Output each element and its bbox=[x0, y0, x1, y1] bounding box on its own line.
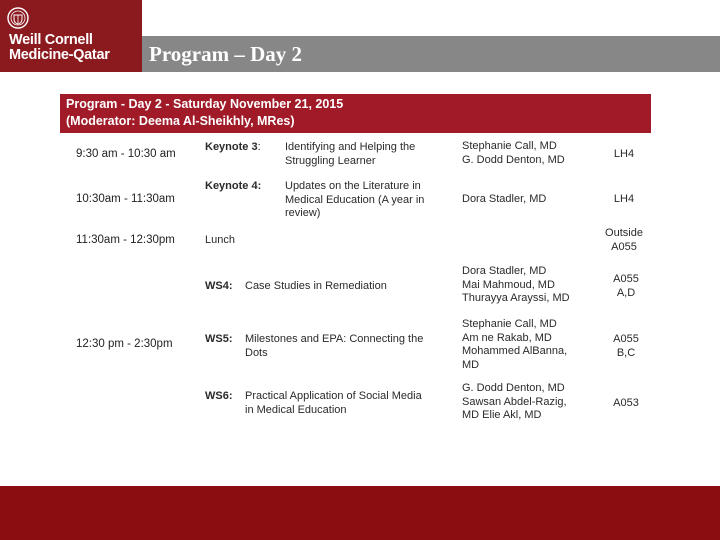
speakers-cell bbox=[462, 382, 602, 423]
session-tag bbox=[205, 180, 261, 194]
time-cell: 11:30am - 12:30pm bbox=[76, 234, 175, 246]
session-title bbox=[285, 180, 455, 221]
speaker: G. Dodd Denton, MD bbox=[462, 382, 565, 394]
session-tag-label: WS5: bbox=[205, 333, 233, 345]
session-tag-label: Keynote 3 bbox=[205, 141, 258, 153]
title-line: Medical Education (A year in bbox=[285, 193, 425, 206]
room-line: Outside bbox=[605, 227, 643, 239]
speaker: MD bbox=[462, 358, 480, 371]
room-line: A055 bbox=[613, 273, 639, 285]
title-line: Practical Application of Social Media bbox=[245, 390, 422, 402]
session-tag bbox=[205, 333, 233, 347]
time-cell: 10:30am - 11:30am bbox=[76, 193, 175, 205]
speakers-cell bbox=[462, 193, 602, 207]
title-line: Dots bbox=[245, 346, 268, 359]
speaker: Stephanie Call, MD bbox=[462, 140, 557, 152]
session-title bbox=[245, 280, 455, 294]
session-tag-label: WS4: bbox=[205, 280, 233, 292]
session-tag bbox=[205, 141, 261, 155]
room-line: A055 bbox=[613, 333, 639, 345]
room-cell bbox=[594, 227, 654, 254]
session-title bbox=[285, 141, 455, 168]
speaker: Am ne Rakab, MD bbox=[462, 331, 552, 344]
room-line: LH4 bbox=[613, 148, 635, 160]
slide-title: Program – Day 2 bbox=[149, 42, 302, 66]
room-cell bbox=[594, 148, 654, 162]
title-line: Identifying and Helping the bbox=[285, 141, 416, 153]
footer-bar bbox=[0, 486, 720, 540]
room-line: A,D bbox=[616, 286, 636, 299]
session-title bbox=[245, 390, 455, 417]
room-line: A055 bbox=[611, 240, 637, 253]
logo-text-line2: Medicine-Qatar bbox=[9, 47, 110, 63]
speaker: Sawsan Abdel-Razig, bbox=[462, 395, 567, 408]
room-cell bbox=[596, 273, 656, 300]
room-cell bbox=[596, 333, 656, 360]
table-header-moderator: (Moderator: Deema Al-Sheikhly, MRes) bbox=[66, 114, 295, 128]
session-title bbox=[205, 234, 235, 248]
table-header-title: Program - Day 2 - Saturday November 21, 2015 bbox=[66, 97, 344, 111]
cornell-seal-icon bbox=[7, 7, 29, 29]
session-tag bbox=[205, 280, 233, 294]
title-line: Case Studies in Remediation bbox=[245, 280, 387, 292]
logo-block bbox=[0, 0, 142, 72]
title-line: Updates on the Literature in bbox=[285, 180, 421, 192]
speaker: Mohammed AlBanna, bbox=[462, 345, 568, 358]
speaker: Dora Stadler, MD bbox=[462, 265, 547, 277]
session-tag bbox=[205, 390, 233, 404]
session-tag-label: WS6: bbox=[205, 390, 233, 402]
session-tag-label: Keynote 4: bbox=[205, 180, 262, 192]
title-line: Milestones and EPA: Connecting the bbox=[245, 333, 424, 345]
time-cell: 9:30 am - 10:30 am bbox=[76, 148, 176, 160]
title-bar bbox=[142, 36, 720, 72]
session-title bbox=[245, 333, 455, 360]
speakers-cell bbox=[462, 265, 602, 306]
room-line: A053 bbox=[613, 397, 639, 409]
title-line: in Medical Education bbox=[245, 403, 347, 416]
room-cell bbox=[594, 193, 654, 207]
title-line: Struggling Learner bbox=[285, 154, 376, 167]
speaker: MD Elie Akl, MD bbox=[462, 409, 542, 422]
speaker: G. Dodd Denton, MD bbox=[462, 153, 565, 166]
speaker: Thurayya Arayssi, MD bbox=[462, 292, 570, 305]
speakers-cell bbox=[462, 140, 602, 167]
room-cell bbox=[596, 397, 656, 411]
title-line: Lunch bbox=[205, 234, 235, 246]
speaker: Mai Mahmoud, MD bbox=[462, 278, 555, 291]
session-tag-suffix: : bbox=[257, 141, 261, 153]
speaker: Dora Stadler, MD bbox=[462, 193, 547, 205]
speaker: Stephanie Call, MD bbox=[462, 318, 557, 330]
table-header bbox=[60, 94, 651, 133]
speakers-cell bbox=[462, 318, 602, 372]
room-line: LH4 bbox=[613, 193, 635, 205]
time-cell: 12:30 pm - 2:30pm bbox=[76, 338, 173, 350]
logo-text-line1: Weill Cornell bbox=[9, 32, 93, 48]
room-line: B,C bbox=[616, 346, 636, 359]
title-line: review) bbox=[285, 207, 321, 220]
